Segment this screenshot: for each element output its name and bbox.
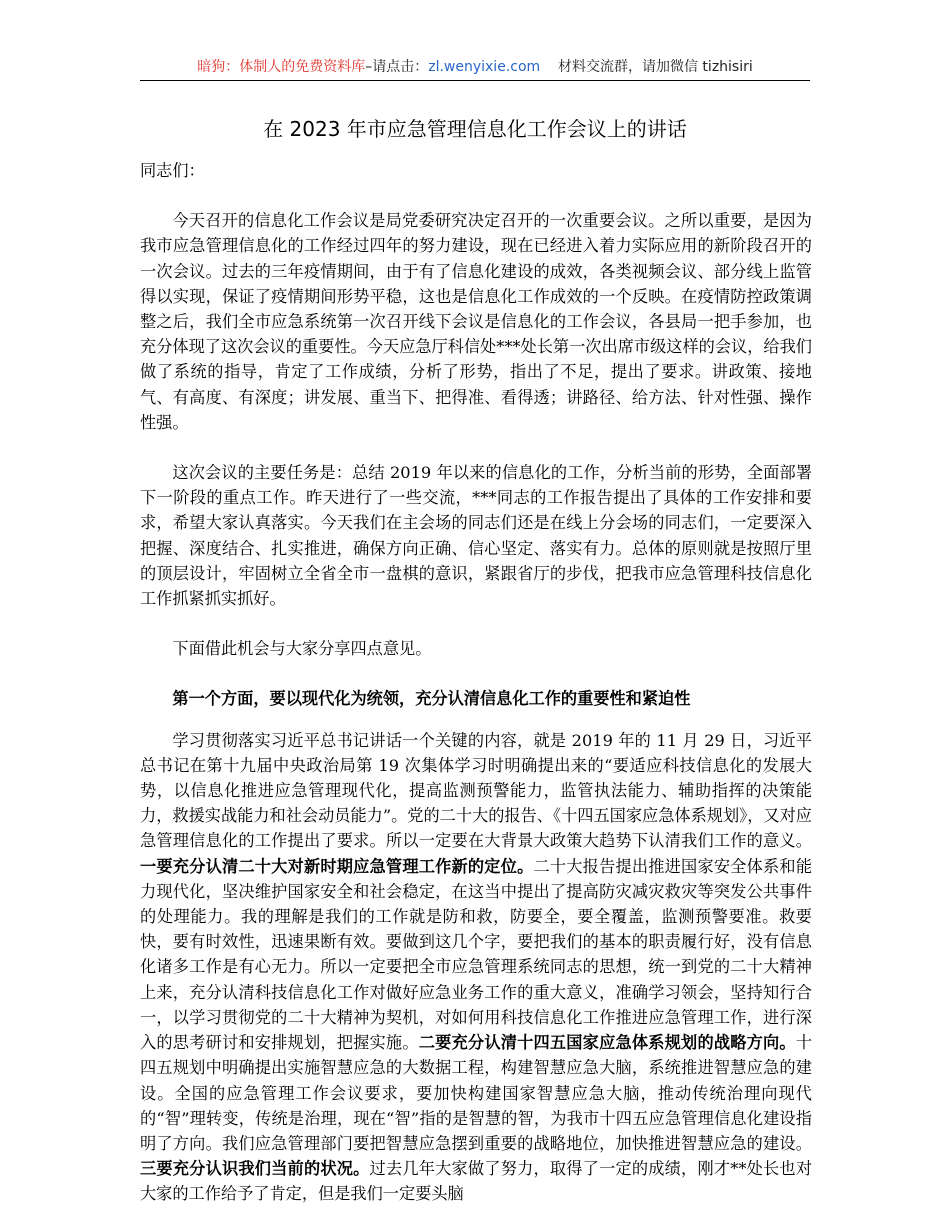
highlight-text: 三要充分认识我们当前的状况。 — [140, 1159, 370, 1179]
paragraph: 下面借此机会与大家分享四点意见。 — [172, 639, 432, 659]
paragraph-text: 十四五规划中明确提出实施智慧应急的大数据工程，构建智慧应急大脑，系统推进智慧应急的建设。全国的应急管理工作会议要求，要加快构建国家智慧应急大脑，推动传统治理向现代的“智”理转变，传统是治理，现在“智”指的是智慧的智，为我市十四五应急管理信息化建设指明了方向。我们应急管理部门要把智慧应急摆到重要的战略地位，加快推进智慧应急的建设。 — [140, 1033, 813, 1153]
click-prompt: –请点击： — [365, 59, 429, 75]
page-header — [140, 56, 810, 81]
paragraph-text: 二十大报告提出推进国家安全体系和能力现代化，坚决维护国家安全和社会稳定，在这当中提出了提高防灾减灾救灾等突发公共事件的处理能力。我的理解是我们的工作就是防和救，防要全，要全覆盖，监测预警要准。救要快，要有时效性，迅速果断有效。要做到这几个字，要把我们的基本的职责履行好，没有信息化诸多工作是有心无力。所以一定要把全市应急管理系统同志的思想，统一到党的二十大精神上来，充分认清科技信息化工作对做好应急业务工作的重大意义，准确学习领会，坚持知行合一，以学习贯彻党的二十大精神为契机，对如何用科技信息化工作推进应急管理工作，进行深入的思考研讨和安排规划，把握实施。 — [140, 856, 813, 1053]
paragraph — [140, 728, 812, 1207]
paragraph-text: 过去几年大家做了努力，取得了一定的成绩，刚才**处长也对大家的工作给予了肯定，但是我们一定要头脑 — [140, 1159, 813, 1204]
salutation: 同志们： — [140, 161, 205, 180]
paragraph: 这次会议的主要任务是：总结 2019 年以来的信息化的工作，分析当前的形势，全面部署下一阶段的重点工作。昨天进行了一些交流，***同志的工作报告提出了具体的工作安排和要求，希望大家认真落实。今天我们在主会场的同志们还是在线上分会场的同志们，一定要深入把握、深度结合、扎实推进，确保方向正确、信心坚定、落实有力。总体的原则就是按照厅里的顶层设计，牢固树立全省全市一盘棋的意识，紧跟省厅的步伐，把我市应急管理科技信息化工作抓紧抓实抓好。 — [140, 463, 812, 609]
site-label[interactable]: 暗狗：体制人的免费资料库 — [197, 59, 366, 75]
highlight-text: 二要充分认清十四五国家应急体系规划的战略方向。 — [418, 1033, 796, 1053]
wechat-note: 材料交流群，请加微信 tizhisiri — [557, 59, 753, 75]
paragraph-text: 学习贯彻落实习近平总书记讲话一个关键的内容，就是 2019 年的 11 月 29 日，习近平总书记在第十九届中央政治局第 19 次集体学习时明确提出来的“要适应科技信息化的发展大势，以信息化推进应急管理现代化，提高监测预警能力，监管执法能力、辅助指挥的决策能力，救援实战能力和社会动员能力”。党的二十大的报告、《十四五国家应急体系规划》，又对应急管理信息化的工作提出了要求。所以一定要在大背景大政策大趋势下认清我们工作的意义。 — [140, 730, 812, 851]
site-url-link[interactable]: zl.wenyixie.com — [428, 59, 541, 75]
document-title: 在 2023 年市应急管理信息化工作会议上的讲话 — [263, 117, 687, 141]
section-heading: 第一个方面，要以现代化为统领，充分认清信息化工作的重要性和紧迫性 — [172, 689, 691, 709]
paragraph: 今天召开的信息化工作会议是局党委研究决定召开的一次重要会议。之所以重要，是因为我市应急管理信息化的工作经过四年的努力建设，现在已经进入着力实际应用的新阶段召开的一次会议。过去的三年疫情期间，由于有了信息化建设的成效，各类视频会议、部分线上监管得以实现，保证了疫情期间形势平稳，这也是信息化工作成效的一个反映。在疫情防控政策调整之后，我们全市应急系统第一次召开线下会议是信息化的工作会议，各县局一把手参加，也充分体现了这次会议的重要性。今天应急厅科信处***处长第一次出席市级这样的会议，给我们做了系统的指导，肯定了工作成绩，分析了形势，指出了不足，提出了要求。讲政策、接地气、有高度、有深度；讲发展、重当下、把得准、看得透；讲路径、给方法、针对性强、操作性强。 — [140, 211, 812, 432]
highlight-text: 一要充分认清二十大对新时期应急管理工作新的定位。 — [140, 856, 534, 876]
document-body — [140, 158, 812, 1207]
